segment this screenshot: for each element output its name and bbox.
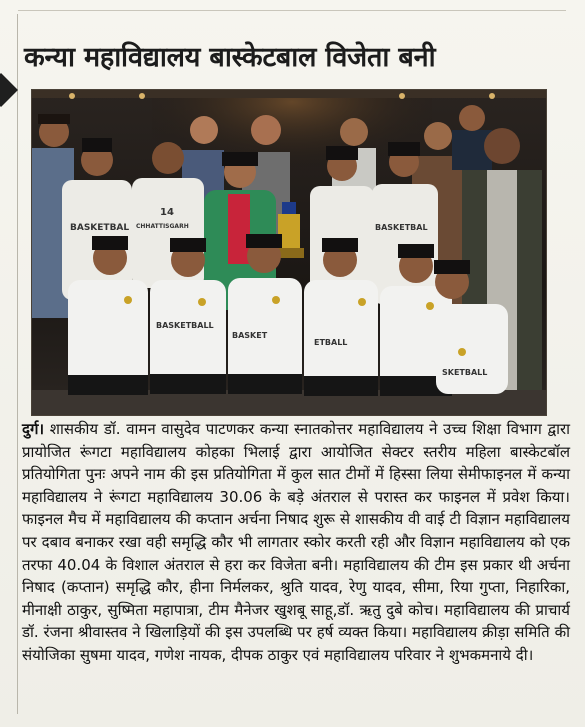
jersey-number: 14 — [160, 207, 174, 218]
jersey-text: BASKETBAL — [375, 223, 428, 232]
jersey-text: BASKETBALL — [156, 321, 214, 330]
left-rule — [17, 14, 18, 714]
team-trophy-photo — [31, 89, 547, 416]
article-text: शासकीय डॉ. वामन वासुदेव पाटणकर कन्या स्नातकोत्तर महाविद्यालय ने उच्च शिक्षा विभाग द्वारा प्रायोजित रूंगटा महाविद्यालय कोहका भिलाई द्वारा आयोजित सेक्टर स्तरीय महिला बास्केटबॉल प्रतियोगिता पुनः अपने नाम की इस प्रतियोगिता में कुल सात टीमों में हिस्सा लिया सेमीफाइनल में कन्या महाविद्यालय ने रूंगटा महाविद्यालय 30.06 के बड़े अंतराल से परास्त कर फाइनल में प्रवेश किया। फाइनल मैच में महाविद्यालय की कप्तान अर्चना निषाद शुरू से शासकीय वी वाई टी विज्ञान महाविद्यालय पर दबाव बनाकर रखा वही समृद्धि कौर भी लागतार स्कोर करती रही और विज्ञान महाविद्यालय को एक तरफा 40.04 के विशाल अंतराल से हरा कर विजेता बनी। महाविद्यालय की टीम इस प्रकार थी अर्चना निषाद (कप्तान) समृद्धि कौर, हीना निर्मलकर, श्रुति यादव, रेणु यादव, सीमा, रिया गुप्ता, निहारिका, मीनाक्षी ठाकुर, सुष्मिता महापात्रा, टीम मैनेजर खुशबू साहू,डॉ. ऋतु दुबे कोच। महाविद्यालय की प्राचार्य डॉ. रंजना श्रीवास्तव ने खिलाड़ियों की इस उपलब्धि पर हर्ष व्यक्त किया। महाविद्यालय क्रीड़ा समिति की संयोजिका सुषमा यादव, गणेश नायक, दीपक ठाकुर एवं महाविद्यालय परिवार ने शुभकमनाये दी। — [22, 420, 570, 664]
top-rule — [18, 10, 566, 25]
diamond-bullet-icon — [0, 73, 18, 107]
jersey-text: BASKETBAL — [70, 223, 130, 233]
dateline: दुर्ग। — [22, 420, 45, 438]
article-body — [22, 418, 570, 667]
jersey-text: ETBALL — [314, 338, 348, 347]
headline: कन्या महाविद्यालय बास्केटबाल विजेता बनी — [24, 42, 436, 73]
jersey-text: CHHATTISGARH — [136, 223, 189, 230]
jersey-text: BASKET — [232, 331, 268, 340]
team-photo-illustration — [32, 90, 546, 415]
jersey-text: SKETBALL — [442, 368, 488, 377]
